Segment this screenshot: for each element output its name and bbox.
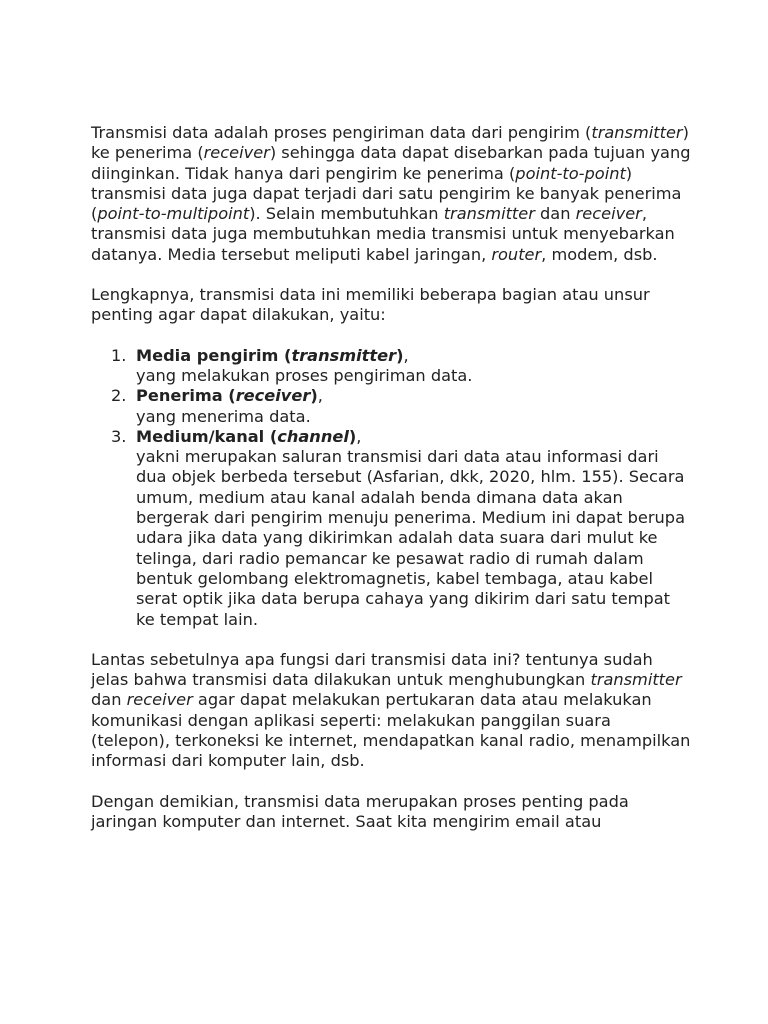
italic-term: channel (277, 426, 349, 446)
list-item-title (136, 346, 691, 366)
list-intro-paragraph: Lengkapnya, transmisi data ini memiliki beberapa bagian atau unsur penting agar dapat dilakukan, yaitu: (91, 285, 650, 325)
document-page (91, 123, 691, 832)
title-text: Medium/kanal ( (136, 426, 278, 446)
text-span: dan (534, 204, 576, 224)
list-item-title (136, 427, 691, 447)
italic-term: transmitter (591, 123, 683, 142)
italic-term: point-to-multipoint (97, 204, 250, 224)
text-span: ). Selain membutuhkan (249, 204, 444, 224)
list-item-description: yakni merupakan saluran transmisi dari data atau informasi dari dua objek berbeda tersebut (Asfarian, dkk, 2020, hlm. 155). Secara umum, medium atau kanal adalah benda dimana data akan bergerak dari pengirim menuju penerima. Medium ini dapat berupa udara jika data yang dikirimkan adalah data suara dari mulut ke telinga, dari radio pemancar ke pesawat radio di rumah dalam bentuk gelombang elektromagnetis, kabel tembaga, atau kabel serat optik jika data berupa cahaya yang dikirim dari satu tempat ke tempat lain. (136, 447, 685, 629)
title-text: ) (310, 386, 318, 406)
list-item (91, 346, 691, 387)
list-number: 1. (111, 345, 127, 365)
title-comma: , (356, 426, 362, 446)
text-span: ) sehingga data dapat disebarkan pada tujuan yang diinginkan. Tidak hanya dari pengirim ke penerima ( (91, 143, 691, 183)
italic-term: receiver (575, 204, 642, 224)
function-paragraph (91, 650, 691, 772)
list-item-description: yang melakukan proses pengiriman data. (136, 365, 473, 385)
text-span: , transmisi data juga membutuhkan media transmisi untuk menyebarkan datanya. Media tersebut meliputi kabel jaringan, (91, 204, 675, 264)
text-span: Lantas sebetulnya apa fungsi dari transmisi data ini? tentunya sudah jelas bahwa transmisi data dilakukan untuk menghubungkan (91, 649, 653, 690)
title-text: ) (396, 345, 404, 365)
text-span: dan (91, 690, 127, 710)
list-item-description: yang menerima data. (136, 406, 311, 426)
title-comma: , (403, 345, 409, 365)
italic-term: router (491, 244, 542, 264)
title-comma: , (317, 386, 323, 406)
italic-term: transmitter (590, 670, 682, 690)
list-item (91, 386, 691, 427)
text-span: ) transmisi data juga dapat terjadi dari satu pengirim ke banyak penerima ( (91, 163, 682, 224)
italic-term: point-to-point (515, 163, 626, 183)
title-text: Penerima ( (136, 386, 236, 406)
list-number: 2. (111, 386, 127, 406)
list-item-title (136, 386, 691, 406)
text-span: Transmisi data adalah proses pengiriman data dari pengirim ( (91, 123, 592, 142)
text-span: agar dapat melakukan pertukaran data atau melakukan komunikasi dengan aplikasi seperti: melakukan panggilan suara (telepon), terkoneksi ke internet, mendapatkan kanal radio, menampilkan informasi dari komputer lain, dsb. (91, 690, 691, 771)
conclusion-paragraph: Dengan demikian, transmisi data merupakan proses penting pada jaringan komputer dan internet. Saat kita mengirim email atau (91, 791, 629, 831)
list-item (91, 427, 691, 630)
italic-term: transmitter (443, 204, 535, 224)
title-text: Media pengirim ( (136, 345, 292, 365)
italic-term: receiver (203, 143, 270, 163)
italic-term: receiver (235, 386, 311, 406)
components-list (91, 346, 691, 630)
title-text: ) (348, 426, 357, 446)
text-span: , modem, dsb. (541, 244, 658, 264)
italic-term: transmitter (291, 345, 397, 365)
intro-paragraph (91, 123, 691, 265)
italic-term: receiver (126, 690, 193, 710)
list-number: 3. (111, 426, 127, 446)
text-span: ) ke penerima ( (91, 123, 689, 163)
